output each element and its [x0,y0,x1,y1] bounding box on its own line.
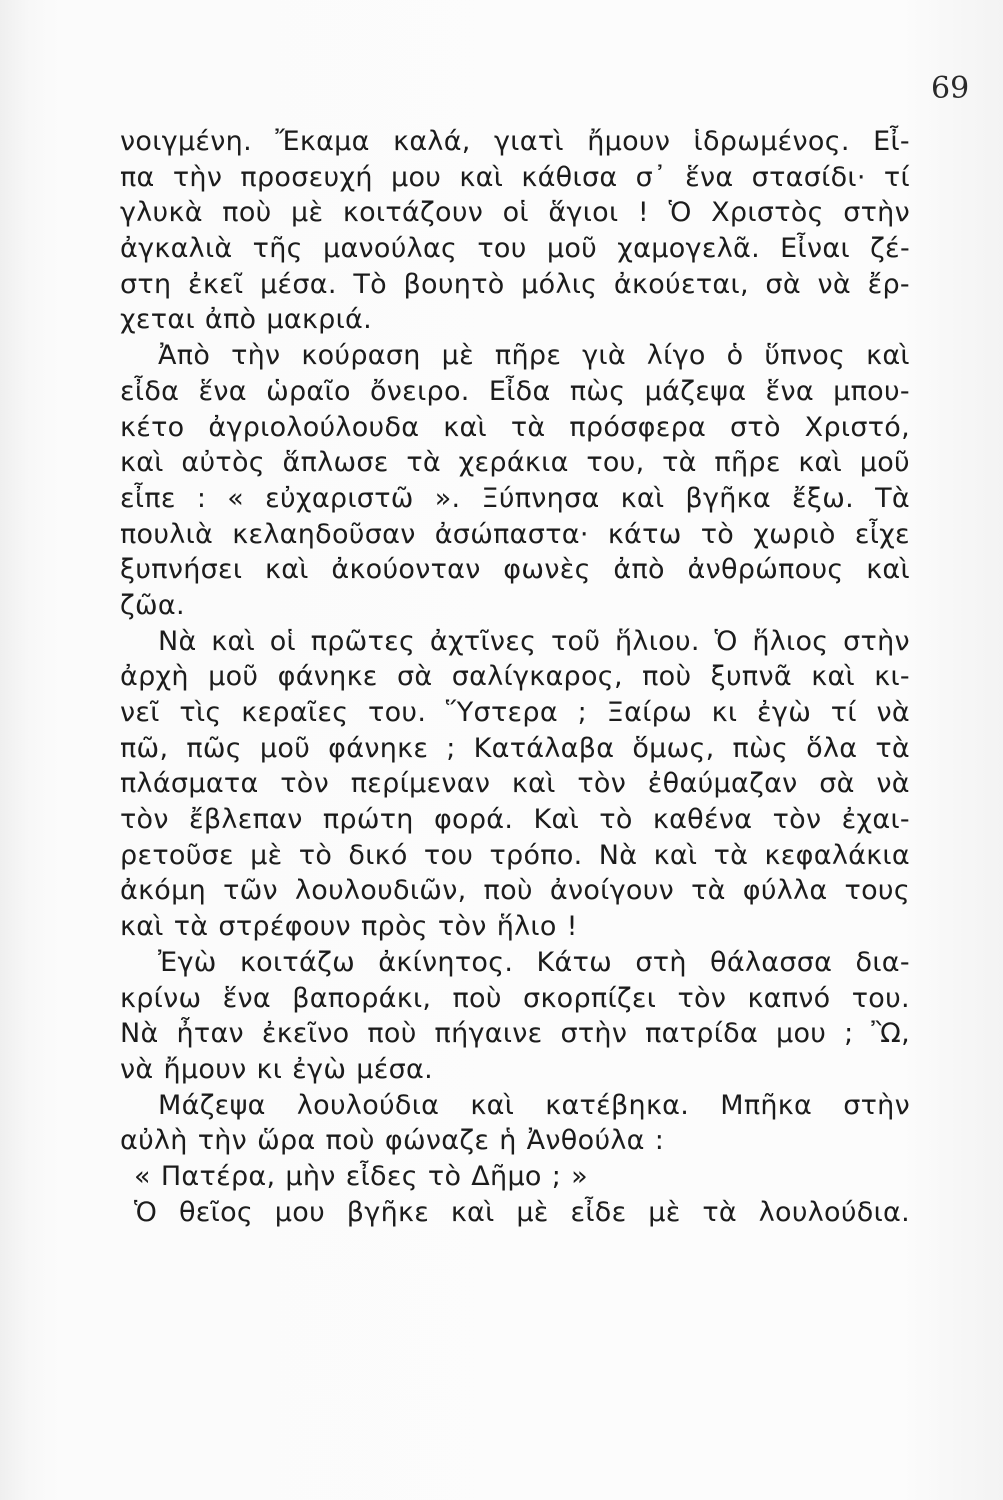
text-line: ρετοῦσε μὲ τὸ δικό του τρόπο. Νὰ καὶ τὰ κεφαλάκια [120,839,910,871]
text-line: τὸν ἔβλεπαν πρώτη φορά. Καὶ τὸ καθένα τὸν ἐχαι- [120,804,910,836]
text-line: πλάσματα τὸν περίμεναν καὶ τὸν ἐθαύμαζαν σὰ νὰ [120,768,910,800]
text-line: πῶ, πῶς μοῦ φάνηκε ; Κατάλαβα ὅμως, πὼς ὅλα τὰ [120,732,910,764]
text-line: ξυπνήσει καὶ ἀκούονταν φωνὲς ἀπὸ ἀνθρώπους καὶ [120,554,910,586]
text-line: Ἀπὸ τὴν κούραση μὲ πῆρε γιὰ λίγο ὁ ὕπνος καὶ [158,340,910,372]
text-line: « Πατέρα, μὴν εἶδες τὸ Δῆμο ; » [134,1160,588,1192]
text-line: Ἐγὼ κοιτάζω ἀκίνητος. Κάτω στὴ θάλασσα δια- [158,946,910,978]
text-line: ἀκόμη τῶν λουλουδιῶν, ποὺ ἀνοίγουν τὰ φύλλα τους [120,875,910,907]
text-line: χεται ἀπὸ μακριά. [120,304,373,336]
text-line: πουλιὰ κελαηδοῦσαν ἀσώπαστα· κάτω τὸ χωριὸ εἶχε [120,518,910,550]
text-line: στη ἐκεῖ μέσα. Τὸ βουητὸ μόλις ἀκούεται, σὰ νὰ ἔρ- [120,268,910,300]
text-line: ζῶα. [120,589,185,621]
text-line: Μάζεψα λουλούδια καὶ κατέβηκα. Μπῆκα στὴν [158,1089,910,1121]
text-line: νοιγμένη. Ἔκαμα καλά, γιατὶ ἤμουν ἱδρωμένος. Εἶ- [120,126,910,157]
text-line: Ὁ θεῖος μου βγῆκε καὶ μὲ εἶδε μὲ τὰ λουλούδια. [134,1196,910,1228]
text-line: νεῖ τὶς κεραῖες του. Ὕστερα ; Ξαίρω κι ἐγὼ τί νὰ [120,697,910,728]
body-text [120,124,910,1230]
text-line: γλυκὰ ποὺ μὲ κοιτάζουν οἱ ἅγιοι ! Ὁ Χριστὸς στὴν [120,197,910,229]
text-line: Νὰ ἦταν ἐκεῖνο ποὺ πήγαινε στὴν πατρίδα μου ; Ὢ, [120,1018,910,1050]
text-line: Νὰ καὶ οἱ πρῶτες ἀχτῖνες τοῦ ἥλιου. Ὁ ἥλιος στὴν [158,625,910,657]
text-line: νὰ ἤμουν κι ἐγὼ μέσα. [120,1053,434,1085]
text-line: ἀγκαλιὰ τῆς μανούλας του μοῦ χαμογελᾶ. Εἶναι ζέ- [120,233,910,265]
text-line: εἶδα ἕνα ὡραῖο ὄνειρο. Εἶδα πὼς μάζεψα ἕνα μπου- [120,375,910,407]
page-number: 69 [931,71,970,106]
text-line: καὶ τὰ στρέφουν πρὸς τὸν ἥλιο ! [120,911,578,943]
text-line: καὶ αὐτὸς ἅπλωσε τὰ χεράκια του, τὰ πῆρε καὶ μοῦ [120,447,910,479]
text-line: αὐλὴ τὴν ὥρα ποὺ φώναζε ἡ Ἀνθούλα : [120,1125,665,1157]
text-line: εἶπε : « εὐχαριστῶ ». Ξύπνησα καὶ βγῆκα ἔξω. Τὰ [120,482,910,514]
text-line: κρίνω ἕνα βαποράκι, ποὺ σκορπίζει τὸν καπνό του. [120,982,910,1014]
text-line: ἀρχὴ μοῦ φάνηκε σὰ σαλίγκαρος, ποὺ ξυπνᾶ καὶ κι- [120,661,910,693]
text-line: κέτο ἀγριολούλουδα καὶ τὰ πρόσφερα στὸ Χριστό, [120,411,910,443]
text-line: πα τὴν προσευχή μου καὶ κάθισα σ᾿ ἕνα στασίδι· τί [120,161,910,193]
